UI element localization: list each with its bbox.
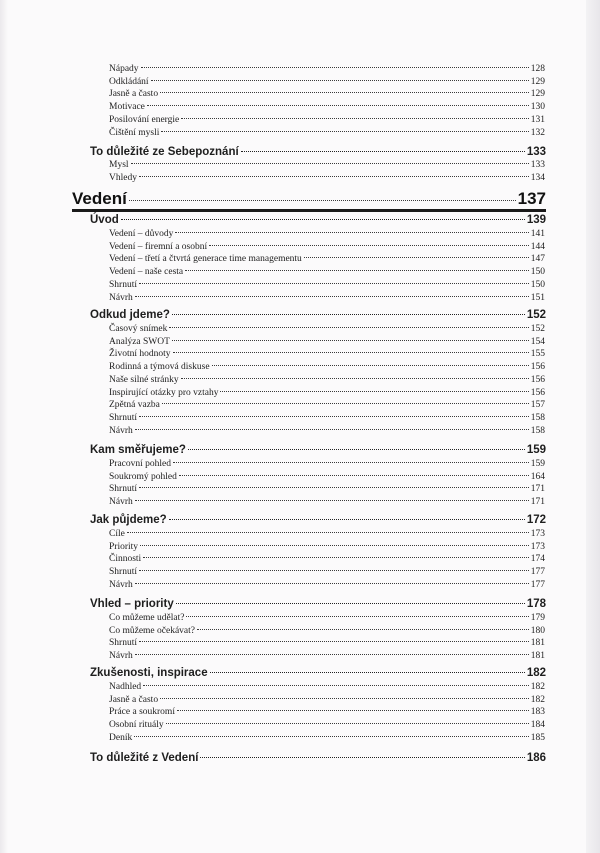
dot-leader [129, 200, 516, 201]
toc-section-label: Zkušenosti, inspirace [90, 667, 208, 679]
toc-item-label: Mysl [109, 160, 129, 170]
dot-leader [169, 519, 525, 520]
dot-leader [166, 723, 529, 724]
toc-item [109, 528, 545, 541]
toc-item-label: Činnosti [109, 554, 142, 565]
toc-item [109, 719, 545, 732]
toc-section-label: Vhled – priority [90, 598, 174, 610]
toc-item [109, 266, 545, 279]
page-number: 151 [530, 292, 545, 303]
page-number: 174 [530, 554, 545, 565]
toc-section [90, 512, 546, 528]
page-number: 183 [530, 707, 545, 718]
page-number: 159 [526, 444, 546, 456]
toc-item-label: Co můžeme udělat? [109, 613, 185, 623]
toc-section [90, 144, 546, 160]
dot-leader [162, 403, 529, 404]
page-number: 182 [530, 682, 545, 692]
dot-leader [172, 314, 525, 315]
page-number: 171 [530, 497, 545, 508]
page-number: 172 [526, 514, 546, 526]
toc-item-label: Rodinná a týmová diskuse [109, 362, 210, 373]
page-edge [586, 0, 600, 853]
chapter-heading-label: Vedení [72, 189, 127, 208]
toc-item-label: Naše silné stránky [109, 374, 179, 385]
toc-item-label: Zpětná vazba [109, 400, 160, 411]
toc-item-label: Vedení – naše cesta [109, 267, 184, 278]
page-number: 154 [530, 336, 545, 347]
dot-leader [185, 270, 529, 271]
dot-leader [139, 283, 529, 284]
toc-section-label: Odkud jdeme? [90, 309, 170, 321]
toc-item-label: Pracovní pohled [109, 459, 172, 469]
toc-section-label: Jak půjdeme? [90, 514, 167, 526]
page-number: 139 [526, 214, 546, 226]
toc-item-label: Návrh [109, 425, 133, 436]
toc-item [109, 88, 545, 101]
toc-item-label: Vedení – firemní a osobní [109, 241, 208, 252]
page-number: 155 [530, 349, 545, 360]
toc-item [109, 541, 545, 554]
chapter-heading [72, 188, 546, 210]
toc-section-label: Kam směřujeme? [90, 444, 186, 456]
page-number: 181 [530, 638, 545, 649]
page-number: 147 [530, 254, 545, 265]
page-number: 152 [530, 324, 545, 334]
toc-item-label: Návrh [109, 651, 133, 662]
toc-item [109, 387, 545, 400]
toc-item [109, 566, 545, 579]
toc-item-label: Návrh [109, 292, 133, 303]
page-number: 137 [517, 189, 546, 208]
toc-item [109, 241, 545, 254]
toc-item [109, 101, 545, 114]
page-number: 128 [530, 64, 545, 74]
toc-item [109, 483, 545, 496]
dot-leader [143, 685, 529, 686]
toc-item-label: Odkládání [109, 76, 149, 87]
toc-item [109, 579, 545, 592]
toc-item [109, 625, 545, 638]
dot-leader [212, 365, 529, 366]
toc-item [109, 114, 545, 127]
page-number: 133 [526, 146, 546, 158]
toc-item-label: Motivace [109, 102, 145, 113]
page-number: 156 [530, 362, 545, 373]
toc-item [109, 458, 545, 471]
page-number: 173 [530, 541, 545, 552]
page-number: 184 [530, 720, 545, 731]
page-number: 185 [530, 732, 545, 743]
toc-section [90, 596, 546, 612]
page-number: 144 [530, 241, 545, 252]
toc-section-label: To důležité z Vedení [90, 752, 199, 764]
page-number: 186 [526, 752, 546, 764]
toc-item-label: Nadhled [109, 682, 142, 692]
toc-item [109, 348, 545, 361]
dot-leader [135, 429, 529, 430]
page-number: 177 [530, 567, 545, 578]
toc-section [90, 442, 546, 458]
toc-item-label: Čištění mysli [109, 127, 160, 138]
page-number: 131 [530, 114, 545, 125]
page-number: 164 [530, 471, 545, 482]
page-gutter-shadow [0, 0, 8, 853]
dot-leader [175, 232, 528, 233]
page-number: 180 [530, 625, 545, 636]
dot-leader [186, 616, 528, 617]
page-number: 159 [530, 459, 545, 469]
page-number: 177 [530, 579, 545, 590]
dot-leader [139, 487, 529, 488]
page-number: 181 [530, 651, 545, 662]
dot-leader [181, 118, 528, 119]
dot-leader [135, 583, 529, 584]
toc-item [109, 412, 545, 425]
toc-item-label: Shrnutí [109, 638, 137, 649]
page-number: 129 [530, 76, 545, 87]
toc-item [109, 159, 545, 172]
page-number: 134 [530, 172, 545, 183]
toc-item [109, 399, 545, 412]
toc-item [109, 637, 545, 650]
dot-leader [173, 352, 529, 353]
dot-leader [209, 245, 529, 246]
toc-section [90, 212, 546, 228]
page-number: 182 [526, 667, 546, 679]
dot-leader [121, 219, 525, 220]
page-number: 157 [530, 400, 545, 411]
toc-item-label: Soukromý pohled [109, 471, 177, 482]
toc-item-label: Časový snímek [109, 324, 168, 334]
toc-item [109, 336, 545, 349]
toc-item-label: Shrnutí [109, 279, 137, 290]
toc-item-label: Shrnutí [109, 484, 137, 495]
toc-item-label: Vedení – důvody [109, 229, 174, 239]
dot-leader [220, 391, 528, 392]
dot-leader [161, 131, 528, 132]
page-number: 141 [530, 229, 545, 239]
toc-item-label: Jasně a často [109, 89, 159, 100]
toc-item [109, 425, 545, 438]
page-number: 156 [530, 374, 545, 385]
dot-leader [127, 532, 529, 533]
dot-leader [139, 416, 529, 417]
toc-item [109, 732, 545, 745]
dot-leader [140, 545, 529, 546]
toc-section [90, 750, 546, 766]
toc-section [90, 307, 546, 323]
toc-item [109, 694, 545, 707]
toc-item-label: Co můžeme očekávat? [109, 625, 195, 636]
toc-item-label: Nápady [109, 64, 139, 74]
dot-leader [169, 327, 528, 328]
dot-leader [139, 176, 529, 177]
dot-leader [179, 475, 529, 476]
toc-item [109, 76, 545, 89]
toc-item-label: Jasně a často [109, 694, 159, 705]
toc-item [109, 172, 545, 185]
dot-leader [135, 500, 529, 501]
toc-item [109, 650, 545, 663]
toc-item-label: Analýza SWOT [109, 336, 170, 347]
dot-leader [131, 163, 529, 164]
toc-item-label: Shrnutí [109, 567, 137, 578]
toc-item [109, 681, 545, 694]
dot-leader [160, 92, 529, 93]
dot-leader [181, 378, 529, 379]
toc-item-label: Osobní rituály [109, 720, 164, 731]
page-number: 133 [530, 160, 545, 170]
dot-leader [177, 710, 529, 711]
toc-item [109, 63, 545, 76]
toc-item-label: Shrnutí [109, 412, 137, 423]
page-number: 150 [530, 267, 545, 278]
toc-item [109, 292, 545, 305]
dot-leader [139, 570, 529, 571]
toc-item [109, 127, 545, 140]
dot-leader [143, 557, 529, 558]
toc-item [109, 253, 545, 266]
page-number: 129 [530, 89, 545, 100]
toc-section-label: Úvod [90, 214, 119, 226]
dot-leader [135, 296, 529, 297]
toc-section [90, 665, 546, 681]
dot-leader [173, 462, 529, 463]
page-number: 182 [530, 694, 545, 705]
page-number: 158 [530, 412, 545, 423]
dot-leader [172, 340, 529, 341]
page-number: 152 [526, 309, 546, 321]
toc-item [109, 706, 545, 719]
dot-leader [135, 654, 529, 655]
toc-item-label: Životní hodnoty [109, 349, 171, 360]
toc-item-label: Inspirující otázky pro vztahy [109, 387, 219, 398]
page-number: 150 [530, 279, 545, 290]
toc-item-label: Posilování energie [109, 114, 180, 125]
toc-item-label: Návrh [109, 497, 133, 508]
page-number: 156 [530, 387, 545, 398]
toc-item [109, 228, 545, 241]
dot-leader [197, 629, 529, 630]
page-number: 130 [530, 102, 545, 113]
toc-item [109, 374, 545, 387]
dot-leader [176, 603, 525, 604]
toc-item [109, 361, 545, 374]
toc-item [109, 553, 545, 566]
dot-leader [147, 105, 529, 106]
dot-leader [141, 67, 529, 68]
dot-leader [139, 641, 529, 642]
dot-leader [304, 257, 529, 258]
toc-item [109, 612, 545, 625]
toc-item-label: Vhledy [109, 172, 137, 183]
page-number: 173 [530, 529, 545, 539]
toc-item-label: Priority [109, 541, 139, 552]
toc-item-label: Vedení – třetí a čtvrtá generace time managementu [109, 254, 302, 265]
toc-item-label: Cíle [109, 529, 125, 539]
toc-item-label: Deník [109, 732, 133, 743]
toc-item-label: Návrh [109, 579, 133, 590]
dot-leader [160, 698, 529, 699]
toc-section-label: To důležité ze Sebepoznání [90, 146, 239, 158]
toc-item [109, 323, 545, 336]
toc-item [109, 279, 545, 292]
toc-item [109, 471, 545, 484]
page-number: 171 [530, 484, 545, 495]
dot-leader [200, 757, 524, 758]
dot-leader [151, 80, 529, 81]
dot-leader [241, 151, 525, 152]
page-number: 178 [526, 598, 546, 610]
page-number: 179 [530, 613, 545, 623]
page-number: 158 [530, 425, 545, 436]
dot-leader [210, 672, 525, 673]
toc-item-label: Práce a soukromí [109, 707, 175, 718]
dot-leader [134, 736, 529, 737]
toc-item [109, 496, 545, 509]
page-number: 132 [530, 127, 545, 138]
dot-leader [188, 449, 525, 450]
